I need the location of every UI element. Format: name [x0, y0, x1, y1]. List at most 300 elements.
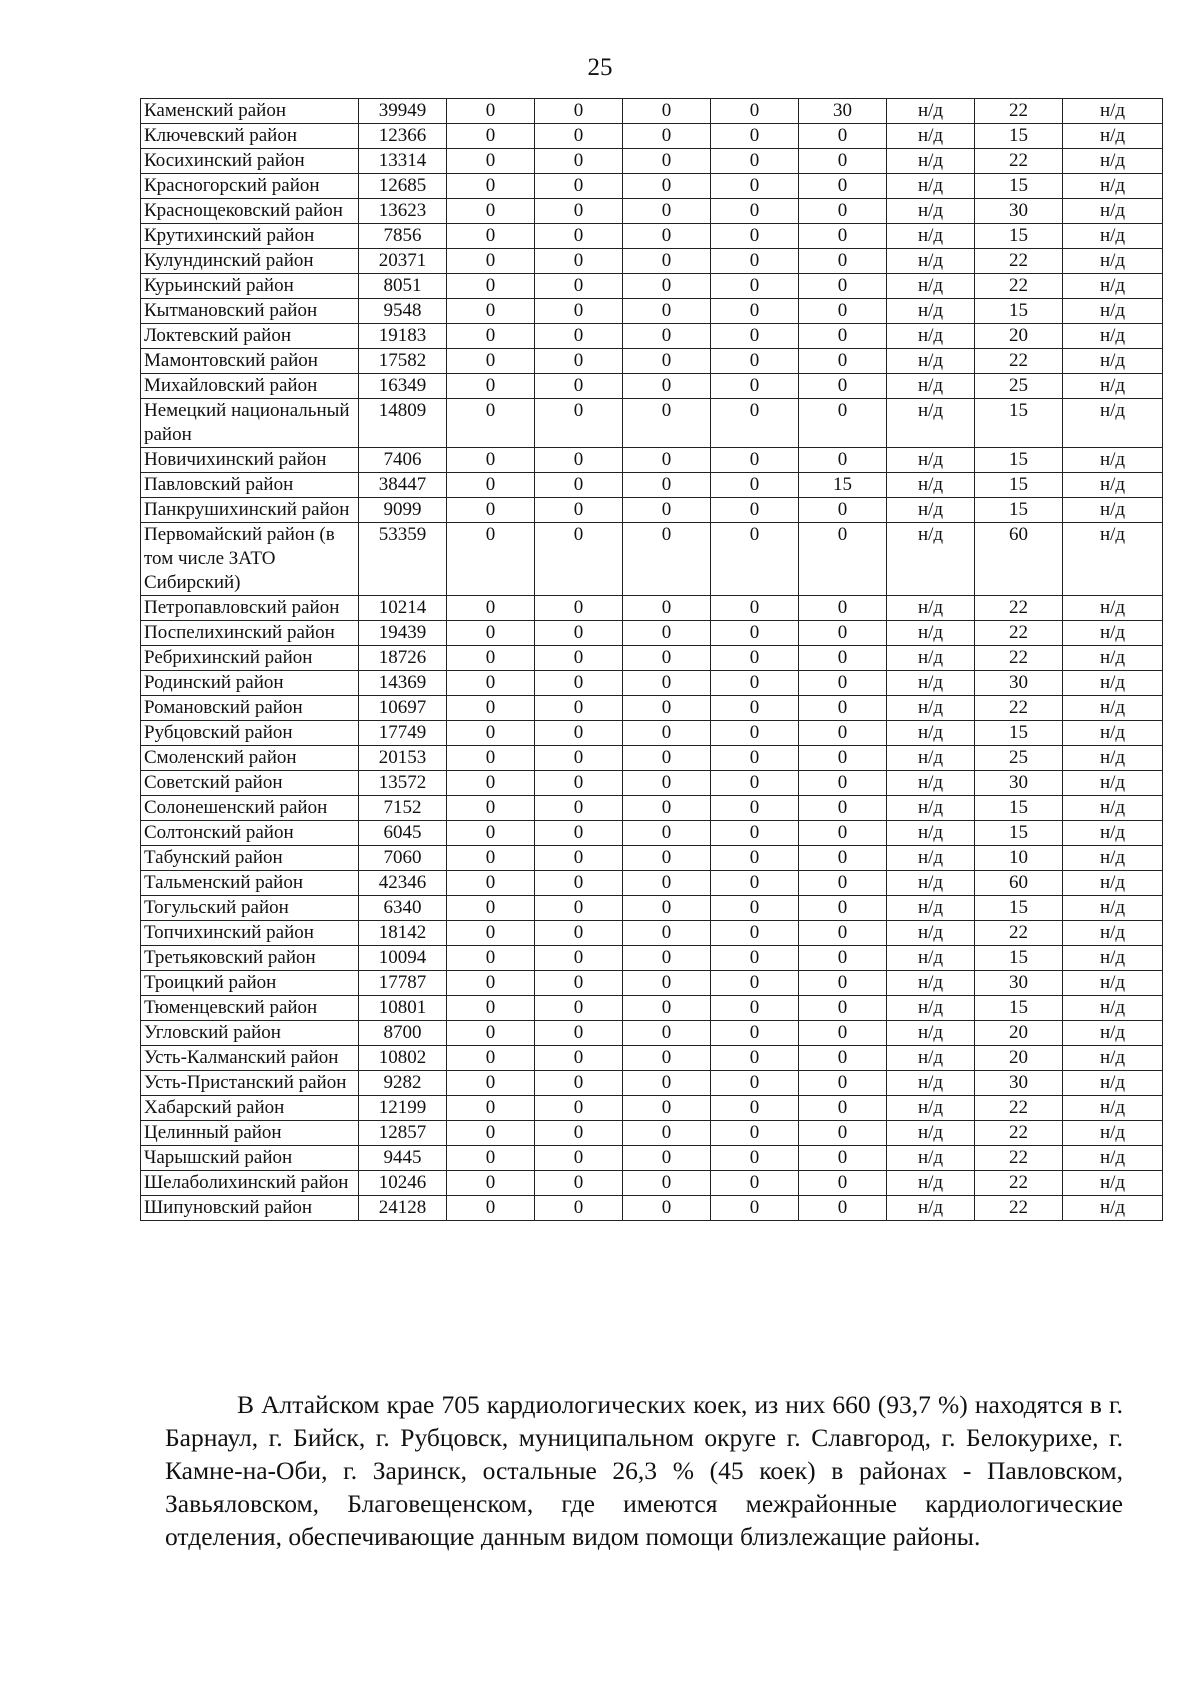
value-cell: 22	[975, 274, 1063, 299]
value-cell: 12199	[359, 1096, 447, 1121]
value-cell: 0	[535, 1171, 623, 1196]
value-cell: 0	[535, 846, 623, 871]
value-cell: 15	[975, 448, 1063, 473]
value-cell: н/д	[887, 249, 975, 274]
district-name-cell: Рубцовский район	[141, 721, 359, 746]
value-cell: н/д	[1063, 299, 1163, 324]
value-cell: 0	[711, 621, 799, 646]
value-cell: 0	[623, 299, 711, 324]
value-cell: н/д	[1063, 349, 1163, 374]
value-cell: 0	[799, 1096, 887, 1121]
value-cell: 0	[623, 671, 711, 696]
value-cell: 0	[799, 149, 887, 174]
value-cell: 0	[711, 324, 799, 349]
value-cell: 15	[799, 473, 887, 498]
value-cell: н/д	[887, 349, 975, 374]
value-cell: 10697	[359, 696, 447, 721]
value-cell: 22	[975, 349, 1063, 374]
value-cell: 0	[711, 796, 799, 821]
value-cell: н/д	[887, 921, 975, 946]
value-cell: 0	[799, 596, 887, 621]
district-name-cell: Целинный район	[141, 1121, 359, 1146]
value-cell: 8700	[359, 1021, 447, 1046]
value-cell: 0	[535, 399, 623, 448]
value-cell: 15	[975, 996, 1063, 1021]
table-row	[141, 1096, 1163, 1121]
value-cell: 15	[975, 946, 1063, 971]
table-row	[141, 696, 1163, 721]
value-cell: 0	[535, 621, 623, 646]
value-cell: 0	[711, 149, 799, 174]
value-cell: 0	[535, 796, 623, 821]
value-cell: 0	[623, 871, 711, 896]
value-cell: н/д	[1063, 946, 1163, 971]
table-row	[141, 498, 1163, 523]
table-row	[141, 124, 1163, 149]
value-cell: 0	[623, 1196, 711, 1221]
district-name-cell: Третьяковский район	[141, 946, 359, 971]
value-cell: 38447	[359, 473, 447, 498]
district-name-cell: Первомайский район (в том числе ЗАТО Сибирский)	[141, 523, 359, 596]
table-row	[141, 1171, 1163, 1196]
value-cell: 60	[975, 871, 1063, 896]
value-cell: н/д	[887, 621, 975, 646]
district-name-cell: Немецкий национальный район	[141, 399, 359, 448]
value-cell: н/д	[1063, 224, 1163, 249]
value-cell: 0	[711, 473, 799, 498]
value-cell: 0	[623, 523, 711, 596]
district-name-cell: Ключевский район	[141, 124, 359, 149]
value-cell: 0	[447, 448, 535, 473]
page-number: 25	[587, 54, 613, 81]
value-cell: 0	[535, 523, 623, 596]
table-row	[141, 249, 1163, 274]
district-name-cell: Тогульский район	[141, 896, 359, 921]
district-name-cell: Михайловский район	[141, 374, 359, 399]
value-cell: 10246	[359, 1171, 447, 1196]
table-row	[141, 174, 1163, 199]
value-cell: 0	[535, 821, 623, 846]
table-row	[141, 896, 1163, 921]
value-cell: 0	[711, 399, 799, 448]
value-cell: 15	[975, 498, 1063, 523]
value-cell: 0	[447, 523, 535, 596]
value-cell: 20	[975, 1021, 1063, 1046]
value-cell: 22	[975, 696, 1063, 721]
value-cell: 0	[711, 1146, 799, 1171]
district-name-cell: Табунский район	[141, 846, 359, 871]
table-row	[141, 149, 1163, 174]
value-cell: н/д	[1063, 996, 1163, 1021]
value-cell: 0	[799, 448, 887, 473]
value-cell: 0	[711, 596, 799, 621]
value-cell: 0	[711, 771, 799, 796]
value-cell: 12366	[359, 124, 447, 149]
value-cell: н/д	[1063, 621, 1163, 646]
value-cell: 0	[623, 746, 711, 771]
value-cell: 22	[975, 1171, 1063, 1196]
value-cell: н/д	[1063, 523, 1163, 596]
value-cell: 0	[623, 124, 711, 149]
value-cell: 0	[799, 1021, 887, 1046]
value-cell: 0	[535, 721, 623, 746]
value-cell: 0	[799, 621, 887, 646]
value-cell: 0	[799, 274, 887, 299]
value-cell: 0	[623, 349, 711, 374]
value-cell: 0	[535, 1071, 623, 1096]
value-cell: 0	[623, 796, 711, 821]
value-cell: 0	[447, 921, 535, 946]
value-cell: н/д	[887, 399, 975, 448]
value-cell: 0	[447, 846, 535, 871]
district-name-cell: Каменский район	[141, 99, 359, 124]
value-cell: 0	[447, 971, 535, 996]
value-cell: н/д	[1063, 971, 1163, 996]
table-row	[141, 374, 1163, 399]
table-row	[141, 846, 1163, 871]
table-row	[141, 671, 1163, 696]
value-cell: 0	[623, 1171, 711, 1196]
value-cell: 7060	[359, 846, 447, 871]
value-cell: н/д	[1063, 796, 1163, 821]
value-cell: н/д	[1063, 374, 1163, 399]
value-cell: 30	[975, 199, 1063, 224]
value-cell: 0	[447, 199, 535, 224]
value-cell: н/д	[1063, 149, 1163, 174]
value-cell: 22	[975, 621, 1063, 646]
value-cell: н/д	[1063, 448, 1163, 473]
value-cell: 0	[447, 721, 535, 746]
value-cell: 15	[975, 473, 1063, 498]
value-cell: 0	[711, 1046, 799, 1071]
district-name-cell: Поспелихинский район	[141, 621, 359, 646]
value-cell: 15	[975, 224, 1063, 249]
value-cell: 7152	[359, 796, 447, 821]
value-cell: н/д	[887, 846, 975, 871]
value-cell: 0	[799, 1046, 887, 1071]
value-cell: 0	[447, 99, 535, 124]
value-cell: 0	[623, 1071, 711, 1096]
value-cell: 0	[535, 921, 623, 946]
district-name-cell: Топчихинский район	[141, 921, 359, 946]
value-cell: 0	[535, 124, 623, 149]
value-cell: 0	[623, 996, 711, 1021]
value-cell: 22	[975, 99, 1063, 124]
value-cell: н/д	[887, 448, 975, 473]
value-cell: н/д	[887, 1171, 975, 1196]
value-cell: 0	[711, 896, 799, 921]
value-cell: 0	[535, 871, 623, 896]
value-cell: 0	[623, 99, 711, 124]
table-row	[141, 324, 1163, 349]
value-cell: 0	[799, 821, 887, 846]
table-row	[141, 821, 1163, 846]
value-cell: 0	[447, 299, 535, 324]
value-cell: н/д	[1063, 771, 1163, 796]
value-cell: н/д	[887, 99, 975, 124]
value-cell: 0	[799, 1196, 887, 1221]
value-cell: н/д	[1063, 249, 1163, 274]
value-cell: 0	[535, 996, 623, 1021]
table-row	[141, 199, 1163, 224]
value-cell: н/д	[1063, 1121, 1163, 1146]
district-name-cell: Солонешенский район	[141, 796, 359, 821]
value-cell: 0	[535, 324, 623, 349]
value-cell: 0	[711, 946, 799, 971]
value-cell: н/д	[1063, 1071, 1163, 1096]
value-cell: 0	[535, 1121, 623, 1146]
value-cell: 15	[975, 124, 1063, 149]
value-cell: 0	[711, 249, 799, 274]
value-cell: 16349	[359, 374, 447, 399]
value-cell: н/д	[1063, 473, 1163, 498]
table-row	[141, 349, 1163, 374]
value-cell: 0	[799, 1171, 887, 1196]
value-cell: 0	[535, 896, 623, 921]
value-cell: 0	[799, 846, 887, 871]
value-cell: 24128	[359, 1196, 447, 1221]
value-cell: 20	[975, 324, 1063, 349]
value-cell: 0	[535, 149, 623, 174]
value-cell: н/д	[887, 1121, 975, 1146]
district-name-cell: Солтонский район	[141, 821, 359, 846]
value-cell: н/д	[887, 671, 975, 696]
value-cell: н/д	[1063, 1096, 1163, 1121]
district-name-cell: Тюменцевский район	[141, 996, 359, 1021]
table-row	[141, 448, 1163, 473]
value-cell: н/д	[887, 696, 975, 721]
value-cell: н/д	[1063, 399, 1163, 448]
value-cell: 0	[799, 1146, 887, 1171]
district-name-cell: Петропавловский район	[141, 596, 359, 621]
district-name-cell: Новичихинский район	[141, 448, 359, 473]
value-cell: 0	[623, 1021, 711, 1046]
table-row	[141, 1021, 1163, 1046]
value-cell: н/д	[887, 523, 975, 596]
table-row	[141, 473, 1163, 498]
district-name-cell: Советский район	[141, 771, 359, 796]
value-cell: н/д	[887, 274, 975, 299]
district-name-cell: Крутихинский район	[141, 224, 359, 249]
district-name-cell: Тальменский район	[141, 871, 359, 896]
value-cell: 30	[799, 99, 887, 124]
value-cell: н/д	[887, 1071, 975, 1096]
value-cell: 0	[623, 946, 711, 971]
value-cell: 0	[623, 621, 711, 646]
table-row	[141, 1071, 1163, 1096]
value-cell: 0	[447, 696, 535, 721]
district-name-cell: Красногорский район	[141, 174, 359, 199]
value-cell: 10	[975, 846, 1063, 871]
value-cell: н/д	[887, 1146, 975, 1171]
value-cell: 0	[623, 498, 711, 523]
table-row	[141, 224, 1163, 249]
value-cell: н/д	[887, 149, 975, 174]
value-cell: 10801	[359, 996, 447, 1021]
value-cell: 0	[535, 1146, 623, 1171]
value-cell: н/д	[887, 174, 975, 199]
value-cell: 0	[711, 671, 799, 696]
table-body	[141, 99, 1163, 1221]
value-cell: 0	[711, 871, 799, 896]
value-cell: н/д	[887, 721, 975, 746]
value-cell: 0	[799, 374, 887, 399]
value-cell: 9548	[359, 299, 447, 324]
value-cell: н/д	[887, 796, 975, 821]
value-cell: 7406	[359, 448, 447, 473]
value-cell: 0	[447, 349, 535, 374]
district-name-cell: Усть-Пристанский район	[141, 1071, 359, 1096]
value-cell: 0	[799, 1071, 887, 1096]
value-cell: 15	[975, 796, 1063, 821]
value-cell: 0	[623, 971, 711, 996]
value-cell: 0	[535, 746, 623, 771]
value-cell: 0	[799, 796, 887, 821]
value-cell: н/д	[1063, 746, 1163, 771]
value-cell: 0	[711, 971, 799, 996]
district-name-cell: Ребрихинский район	[141, 646, 359, 671]
value-cell: 22	[975, 596, 1063, 621]
value-cell: 0	[711, 124, 799, 149]
value-cell: 0	[447, 621, 535, 646]
district-name-cell: Мамонтовский район	[141, 349, 359, 374]
value-cell: н/д	[887, 473, 975, 498]
value-cell: н/д	[1063, 721, 1163, 746]
value-cell: 0	[711, 299, 799, 324]
value-cell: н/д	[1063, 921, 1163, 946]
district-name-cell: Шелаболихинский район	[141, 1171, 359, 1196]
value-cell: 15	[975, 299, 1063, 324]
value-cell: 15	[975, 721, 1063, 746]
value-cell: 0	[623, 696, 711, 721]
value-cell: 0	[711, 349, 799, 374]
value-cell: 0	[711, 199, 799, 224]
district-name-cell: Романовский район	[141, 696, 359, 721]
table-row	[141, 523, 1163, 596]
value-cell: 20371	[359, 249, 447, 274]
value-cell: 0	[623, 1046, 711, 1071]
value-cell: 0	[535, 274, 623, 299]
table-row	[141, 1196, 1163, 1221]
value-cell: 10214	[359, 596, 447, 621]
value-cell: 0	[711, 523, 799, 596]
value-cell: 0	[447, 374, 535, 399]
value-cell: 0	[535, 1196, 623, 1221]
summary-paragraph: В Алтайском крае 705 кардиологических коек, из них 660 (93,7 %) находятся в г. Барнаул, г. Бийск, г. Рубцовск, муниципальном округе г. Славгород, г. Белокурихе, г. Камне-на-Оби, г. Заринск, остальные 26,3 % (45 коек) в районах - Павловском, Завьяловском, Благовещенском, где имеются межрайонные кардиологические отделения, обеспечивающие данным видом помощи близлежащие районы.	[165, 1390, 1123, 1551]
value-cell: 0	[535, 971, 623, 996]
value-cell: 8051	[359, 274, 447, 299]
value-cell: 0	[447, 1046, 535, 1071]
value-cell: н/д	[887, 746, 975, 771]
district-name-cell: Краснощековский район	[141, 199, 359, 224]
value-cell: 0	[711, 696, 799, 721]
district-name-cell: Кулундинский район	[141, 249, 359, 274]
district-name-cell: Усть-Калманский район	[141, 1046, 359, 1071]
value-cell: 0	[447, 249, 535, 274]
value-cell: 0	[623, 1096, 711, 1121]
value-cell: 18142	[359, 921, 447, 946]
value-cell: 19439	[359, 621, 447, 646]
value-cell: 0	[799, 696, 887, 721]
value-cell: 12685	[359, 174, 447, 199]
table-row	[141, 746, 1163, 771]
value-cell: 0	[799, 523, 887, 596]
value-cell: 0	[535, 1021, 623, 1046]
value-cell: 0	[623, 448, 711, 473]
value-cell: н/д	[887, 771, 975, 796]
table-row	[141, 771, 1163, 796]
value-cell: 0	[623, 274, 711, 299]
value-cell: н/д	[887, 1046, 975, 1071]
table-row	[141, 646, 1163, 671]
table-row	[141, 971, 1163, 996]
value-cell: н/д	[887, 299, 975, 324]
value-cell: 22	[975, 1096, 1063, 1121]
district-name-cell: Кытмановский район	[141, 299, 359, 324]
value-cell: 0	[711, 274, 799, 299]
value-cell: н/д	[1063, 124, 1163, 149]
value-cell: 0	[447, 498, 535, 523]
value-cell: 0	[623, 771, 711, 796]
value-cell: 0	[711, 99, 799, 124]
value-cell: н/д	[1063, 1021, 1163, 1046]
value-cell: 0	[535, 174, 623, 199]
value-cell: н/д	[887, 1196, 975, 1221]
value-cell: 0	[447, 399, 535, 448]
value-cell: 14369	[359, 671, 447, 696]
value-cell: 0	[535, 199, 623, 224]
value-cell: 0	[447, 871, 535, 896]
value-cell: 0	[447, 149, 535, 174]
value-cell: 0	[799, 249, 887, 274]
value-cell: н/д	[1063, 696, 1163, 721]
value-cell: 0	[799, 946, 887, 971]
value-cell: 20153	[359, 746, 447, 771]
table-row	[141, 871, 1163, 896]
value-cell: 0	[711, 448, 799, 473]
table-row	[141, 99, 1163, 124]
value-cell: 0	[711, 1071, 799, 1096]
value-cell: 22	[975, 646, 1063, 671]
value-cell: н/д	[887, 596, 975, 621]
value-cell: н/д	[887, 646, 975, 671]
value-cell: 0	[799, 771, 887, 796]
district-name-cell: Угловский район	[141, 1021, 359, 1046]
value-cell: 0	[799, 174, 887, 199]
value-cell: 0	[711, 224, 799, 249]
value-cell: 22	[975, 921, 1063, 946]
value-cell: 0	[535, 671, 623, 696]
value-cell: 0	[535, 646, 623, 671]
value-cell: 0	[535, 349, 623, 374]
value-cell: 0	[711, 1171, 799, 1196]
value-cell: 9099	[359, 498, 447, 523]
value-cell: 30	[975, 671, 1063, 696]
table-row	[141, 721, 1163, 746]
value-cell: 18726	[359, 646, 447, 671]
value-cell: 0	[535, 946, 623, 971]
value-cell: 0	[535, 99, 623, 124]
value-cell: 0	[623, 896, 711, 921]
value-cell: 30	[975, 1071, 1063, 1096]
value-cell: н/д	[887, 324, 975, 349]
value-cell: н/д	[887, 871, 975, 896]
value-cell: 0	[623, 1146, 711, 1171]
value-cell: н/д	[887, 896, 975, 921]
value-cell: 0	[535, 299, 623, 324]
table-row	[141, 399, 1163, 448]
value-cell: 53359	[359, 523, 447, 596]
